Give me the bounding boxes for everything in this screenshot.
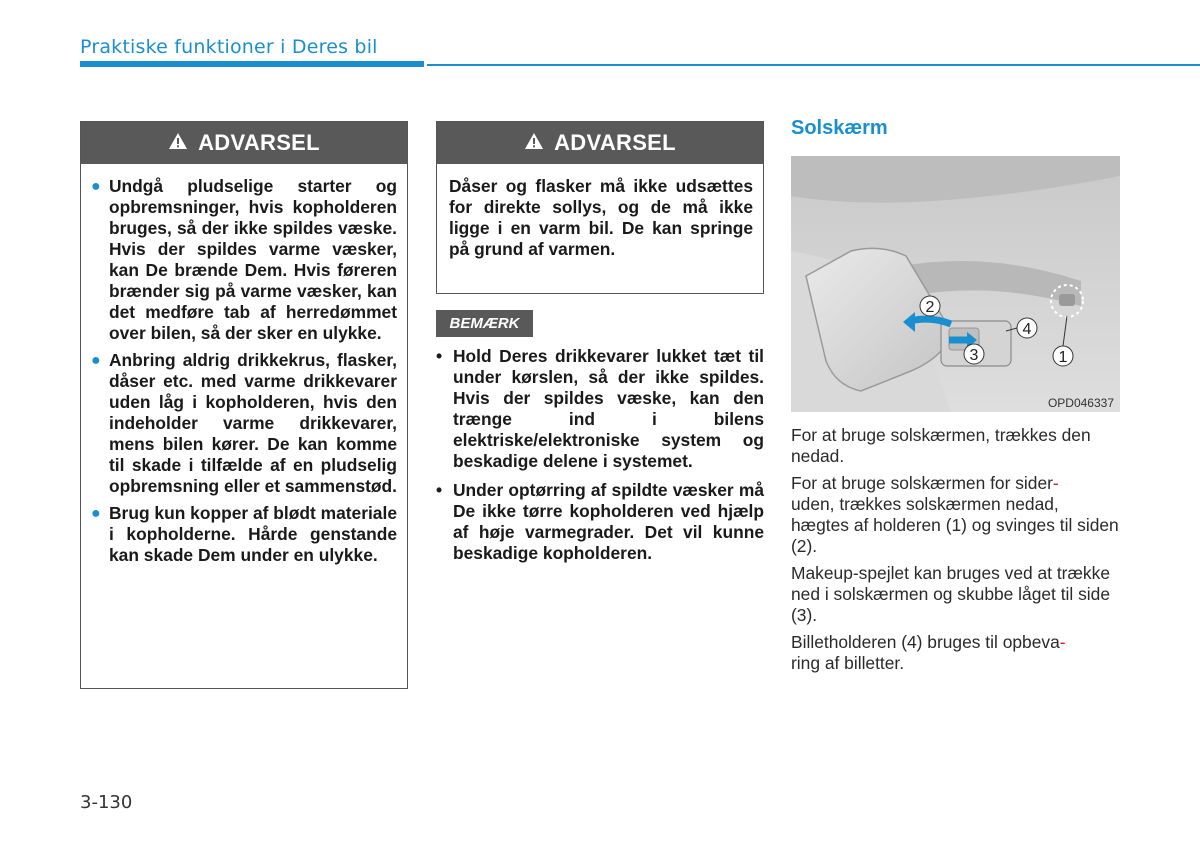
callout-3: 3 (969, 347, 979, 364)
paragraph: For at bruge solskærmen, trækkes den nedad. (791, 425, 1091, 466)
section-title: Solskærm (791, 117, 888, 139)
section-body (791, 425, 1120, 680)
warning-item: ● Undgå pludselige starter og opbremsninger, hvis kopholderen bruges, så der ikke spildes væske. Hvis der spildes varme væsker, kan De brænde Dem. Hvis føreren brænder sig på varme væsker, kan det medføre tab af herredømmet over bilen, så der sker en ulykke. (91, 176, 397, 343)
warning-item: ● Brug kun kopper af blødt materiale i kopholderne. Hårde genstande kan skade Dem under en ulykke. (91, 503, 397, 565)
paragraph: Billetholderen (4) bruges til opbeva- ring af billetter. (791, 632, 1066, 673)
warning-triangle-icon (168, 130, 188, 156)
callout-4: 4 (1022, 321, 1032, 338)
warning-item: ● Anbring aldrig drikkekrus, flasker, dåser etc. med varme drikkevarer uden låg i kopholderen, hvis den indeholder varme drikkevarer, mens bilen kører. De kan komme til skade i tilfælde af en pludselig opbremsning eller et sammenstød. (91, 350, 397, 496)
figure-code: OPD046337 (1047, 396, 1114, 410)
warning-text: Dåser og flasker må ikke udsættes for direkte sollys, og de må ikke ligge i en varm bil. De kan springe på grund af varmen. (449, 176, 753, 259)
page-number: 3-130 (80, 792, 133, 813)
bullet-icon: ● (91, 352, 101, 369)
warning-list (81, 164, 407, 580)
note-item: • Under optørring af spildte væsker må De ikke tørre kopholderen ved hjælp af høje varmegrader. Det vil kunne beskadige kopholderen. (436, 480, 764, 563)
paragraph: Makeup-spejlet kan bruges ved at trække ned i solskærmen og skubbe låget til side (3). (791, 563, 1111, 625)
header-rule-thin (427, 64, 1200, 66)
warning-heading: ADVARSEL (198, 130, 320, 155)
bullet-icon: • (436, 346, 443, 366)
header-rule-thick (80, 61, 424, 67)
bullet-icon: • (436, 480, 443, 500)
bullet-icon: ● (91, 505, 101, 522)
warning-box-1 (80, 121, 408, 689)
note-item: • Hold Deres drikkevarer lukket tæt til under kørslen, så der ikke spildes. Hvis der spildes væske, kan den trænge ind i bilens elektriske/elektroniske system og beskadige delene i systemet. (436, 346, 764, 471)
paragraph: For at bruge solskærmen for sider- uden, trækkes solskærmen nedad, hægtes af holderen (1) og svinges til siden (2). (791, 473, 1119, 556)
page-header-title: Praktiske funktioner i Deres bil (80, 36, 378, 58)
callout-2: 2 (925, 299, 935, 316)
callout-1: 1 (1058, 349, 1068, 366)
warning-box-2 (436, 121, 764, 294)
sun-visor-illustration (791, 156, 1120, 412)
warning-triangle-icon (524, 130, 544, 156)
bullet-icon: ● (91, 178, 101, 195)
note-badge: BEMÆRK (436, 310, 533, 337)
note-list (436, 346, 764, 572)
warning-header (437, 122, 763, 164)
warning-header (81, 122, 407, 164)
warning-heading: ADVARSEL (554, 130, 676, 155)
